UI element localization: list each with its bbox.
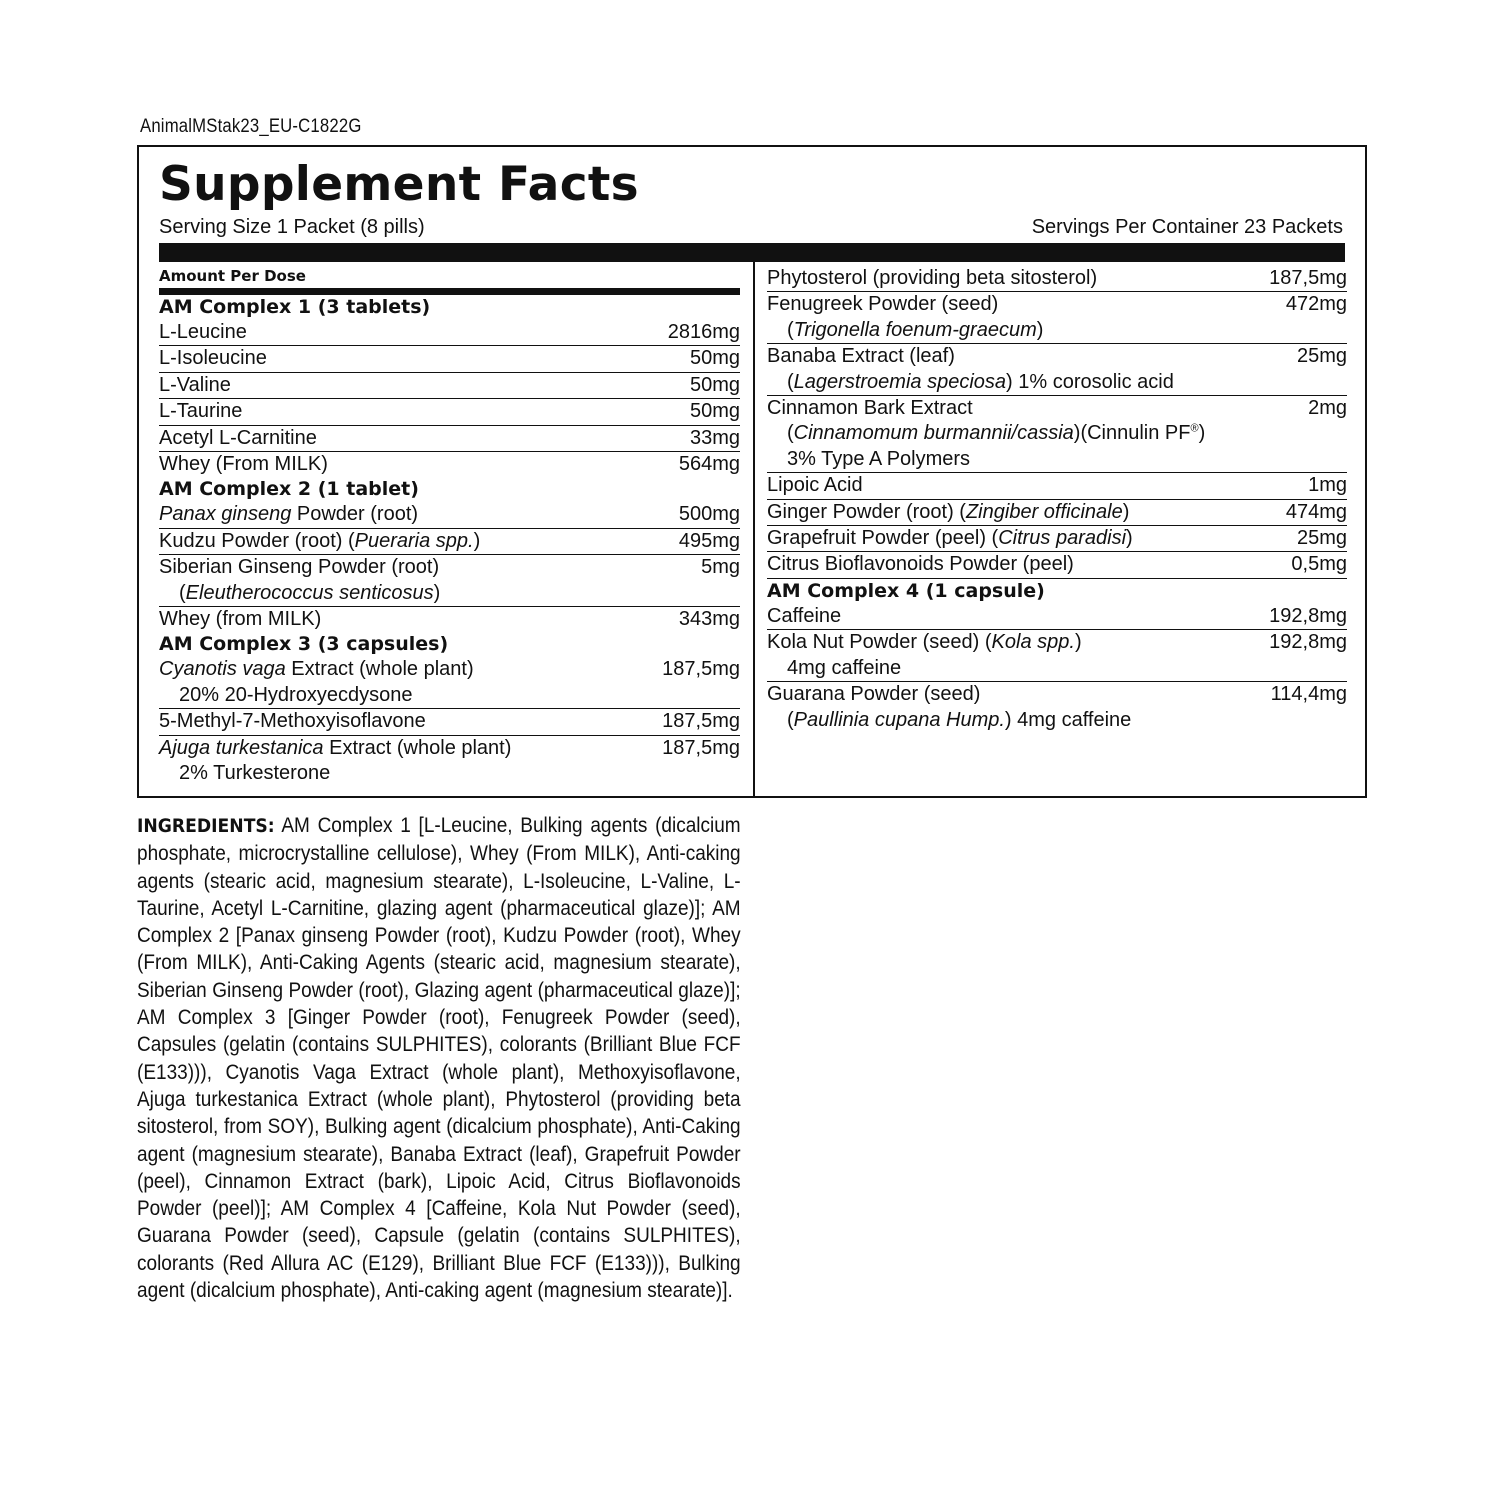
ingredient-text: (	[787, 318, 794, 341]
ingredient-name: Banaba Extract (leaf)	[767, 345, 955, 368]
ingredient-subline	[159, 581, 740, 606]
ingredient-name	[159, 657, 740, 682]
ingredient-amount: 2mg	[1308, 397, 1347, 420]
ingredient-text: (	[787, 422, 794, 445]
ingredient-text: (	[787, 370, 794, 393]
servings-per-container: Servings Per Container 23 Packets	[1031, 216, 1343, 238]
table-row	[767, 604, 1347, 630]
ingredient-text: Ginger Powder (root) (	[767, 500, 966, 523]
ingredients-paragraph	[137, 812, 741, 1304]
ingredient-amount: 564mg	[678, 453, 740, 476]
ingredient-amount: 343mg	[678, 608, 740, 631]
ingredient-name	[767, 630, 1347, 655]
ingredient-subline: 20% 20-Hydroxyecdysone	[179, 683, 413, 706]
ingredient-amount: 50mg	[689, 400, 740, 423]
table-row	[159, 736, 740, 787]
table-row	[767, 344, 1347, 396]
ingredient-text: (	[179, 581, 186, 604]
ingredient-text: Grapefruit Powder (peel) (	[767, 527, 999, 550]
ingredient-subline	[767, 421, 1347, 446]
ingredient-name: Citrus Bioflavonoids Powder (peel)	[767, 553, 1074, 576]
ingredient-amount: 495mg	[678, 529, 740, 552]
ingredient-text: (	[787, 708, 794, 731]
ingredient-amount: 187,5mg	[662, 736, 740, 759]
complex1-header: AM Complex 1 (3 tablets)	[159, 296, 431, 318]
table-row	[159, 555, 740, 607]
right-column	[767, 262, 1347, 733]
ingredient-latin: Ajuga turkestanica	[159, 736, 324, 759]
ingredient-name	[159, 529, 740, 554]
ingredient-name: Fenugreek Powder (seed)	[767, 293, 999, 316]
ingredient-amount: 1mg	[1308, 474, 1347, 497]
ingredient-name: Lipoic Acid	[767, 474, 863, 497]
table-row	[159, 502, 740, 528]
complex3-header: AM Complex 3 (3 capsules)	[159, 633, 449, 656]
ingredient-amount: 2816mg	[667, 321, 740, 343]
ingredients-label: INGREDIENTS:	[137, 815, 275, 837]
serving-size: Serving Size 1 Packet (8 pills)	[159, 216, 425, 238]
ingredient-name: Phytosterol (providing beta sitosterol)	[767, 267, 1098, 289]
complex4-header: AM Complex 4 (1 capsule)	[767, 579, 1045, 602]
ingredient-text: Extract (whole plant)	[285, 658, 474, 681]
ingredient-amount: 0,5mg	[1291, 553, 1347, 576]
column-divider	[753, 262, 755, 796]
ingredient-text: Powder (root)	[291, 503, 419, 526]
table-row	[159, 399, 740, 425]
ingredient-text: ) 1% corosolic acid	[1006, 370, 1174, 393]
left-column	[159, 262, 740, 787]
table-row	[767, 500, 1347, 526]
ingredient-latin: Cyanotis vaga	[159, 658, 286, 681]
ingredient-name	[767, 526, 1347, 551]
ingredient-subline: 2% Turkesterone	[179, 762, 331, 785]
ingredients-text: AM Complex 1 [L-Leucine, Bulking agents (dicalcium phosphate, microcrystalline cellulose), Whey (From MILK), Anti-caking agents (stearic acid, magnesium stearate), L-Isoleucine, L-Valine, L-Taurine, Acetyl L-Carnitine, glazing agent (pharmaceutical glaze)]; AM Complex 2 [Panax ginseng Powder (root), Kudzu Powder (root), Whey (From MILK), Anti-Caking Agents (stearic acid, magnesium stearate), Siberian Ginseng Powder (root), Glazing agent (pharmaceutical glaze)]; AM Complex 3 [Ginger Powder (root), Fenugreek Powder (seed), Capsules (gelatin (contains SULPHITES), colorants (Brilliant Blue FCF (E133))), Cyanotis Vaga Extract (whole plant), Methoxyisoflavone, Ajuga turkestanica Extract (whole plant), Phytosterol (providing beta sitosterol, from SOY), Bulking agent (dicalcium phosphate), Anti-Caking agent (magnesium stearate), Banaba Extract (leaf), Grapefruit Powder (peel), Cinnamon Extract (bark), Lipoic Acid, Citrus Bioflavonoids Powder (peel)]; AM Complex 4 [Caffeine, Kola Nut Powder (seed), Guarana Powder (seed), Capsule (gelatin (contains SULPHITES), colorants (Red Allura AC (E129), Brilliant Blue FCF (E133))), Bulking agent (dicalcium phosphate), Anti-caking agent (magnesium stearate)].	[137, 814, 741, 1303]
ingredient-text: ) 4mg caffeine	[1004, 708, 1132, 731]
ingredient-text: )	[1122, 500, 1130, 523]
ingredient-subline: 4mg caffeine	[787, 656, 902, 679]
ingredient-amount: 187,5mg	[662, 658, 740, 681]
thick-divider	[159, 243, 1345, 262]
table-row	[159, 320, 740, 346]
ingredient-text: Extract (whole plant)	[323, 736, 512, 759]
ingredient-name: Acetyl L-Carnitine	[159, 426, 317, 449]
registered-mark: ®	[1190, 422, 1199, 435]
ingredient-name: L-Leucine	[159, 321, 247, 343]
ingredient-name: Whey (from MILK)	[159, 608, 322, 631]
ingredient-amount: 500mg	[678, 503, 740, 526]
ingredient-amount: 192,8mg	[1269, 604, 1347, 627]
ingredient-amount: 187,5mg	[662, 710, 740, 733]
table-row	[159, 529, 740, 555]
ingredient-amount: 5mg	[701, 556, 740, 579]
ingredient-latin: Paullinia cupana Hump.	[793, 708, 1005, 731]
ingredient-name: L-Valine	[159, 373, 231, 396]
table-row	[159, 373, 740, 399]
table-row	[767, 682, 1347, 733]
ingredient-amount: 474mg	[1285, 500, 1347, 523]
label-code: AnimalMStak23_EU-C1822G	[140, 116, 362, 137]
ingredient-text: )	[473, 529, 481, 552]
ingredient-name: Guarana Powder (seed)	[767, 683, 981, 706]
table-row	[767, 292, 1347, 344]
ingredient-subline	[767, 318, 1347, 343]
ingredient-name: L-Isoleucine	[159, 347, 267, 370]
ingredient-name: 5-Methyl-7-Methoxyisoflavone	[159, 710, 426, 733]
table-row	[159, 709, 740, 735]
ingredient-name: Whey (From MILK)	[159, 453, 328, 476]
ingredient-name: Caffeine	[767, 604, 842, 627]
table-row	[767, 473, 1347, 499]
ingredient-name: L-Taurine	[159, 400, 243, 423]
ingredient-text: )	[1126, 527, 1133, 550]
table-row	[159, 657, 740, 709]
table-row	[767, 396, 1347, 473]
ingredient-subline	[767, 708, 1347, 733]
ingredient-amount: 187,5mg	[1269, 267, 1347, 289]
ingredient-name: Siberian Ginseng Powder (root)	[159, 556, 440, 579]
ingredient-name	[767, 500, 1347, 525]
ingredient-amount: 33mg	[689, 426, 740, 449]
table-row	[159, 607, 740, 632]
complex2-header: AM Complex 2 (1 tablet)	[159, 478, 419, 501]
ingredient-name	[159, 502, 740, 527]
ingredient-text: )	[433, 581, 441, 604]
ingredient-latin: Eleutherococcus senticosus	[185, 581, 434, 604]
ingredient-latin: Trigonella foenum-graecum	[793, 318, 1037, 341]
ingredient-latin: Kola spp.	[991, 631, 1075, 654]
ingredient-amount: 50mg	[689, 347, 740, 370]
ingredient-text: )	[1036, 318, 1044, 341]
ingredient-amount: 472mg	[1285, 293, 1347, 316]
ingredient-amount: 25mg	[1296, 527, 1347, 550]
ingredient-latin: Cinnamomum burmannii/cassia	[793, 422, 1074, 445]
table-row	[159, 346, 740, 372]
ingredient-text: Kudzu Powder (root) (	[159, 529, 355, 552]
ingredient-text: )	[1074, 631, 1082, 654]
ingredient-text: )	[1198, 422, 1206, 445]
ingredient-amount: 114,4mg	[1270, 683, 1347, 706]
table-row	[767, 552, 1347, 578]
ingredient-amount: 192,8mg	[1269, 631, 1347, 654]
supplement-facts-panel	[137, 145, 1367, 798]
ingredient-latin: Pueraria spp.	[354, 529, 474, 552]
ingredient-text: Kola Nut Powder (seed) (	[767, 631, 992, 654]
table-row	[767, 266, 1347, 292]
ingredient-text: )(Cinnulin PF	[1073, 422, 1191, 445]
ingredient-amount: 25mg	[1296, 345, 1347, 368]
ingredient-amount: 50mg	[689, 373, 740, 396]
ingredient-name	[159, 736, 740, 761]
ingredient-latin: Panax ginseng	[159, 503, 292, 526]
ingredient-latin: Lagerstroemia speciosa	[793, 370, 1007, 393]
ingredient-latin: Zingiber officinale	[965, 500, 1123, 523]
amount-per-dose-header: Amount Per Dose	[159, 262, 740, 295]
table-row	[767, 630, 1347, 682]
table-row	[159, 426, 740, 452]
facts-title: Supplement Facts	[159, 157, 639, 212]
ingredient-name: Cinnamon Bark Extract	[767, 397, 973, 420]
ingredient-subline	[767, 370, 1347, 395]
ingredient-subline: 3% Type A Polymers	[787, 447, 971, 470]
ingredient-latin: Citrus paradisi	[998, 527, 1127, 550]
table-row	[767, 526, 1347, 552]
table-row	[159, 452, 740, 477]
